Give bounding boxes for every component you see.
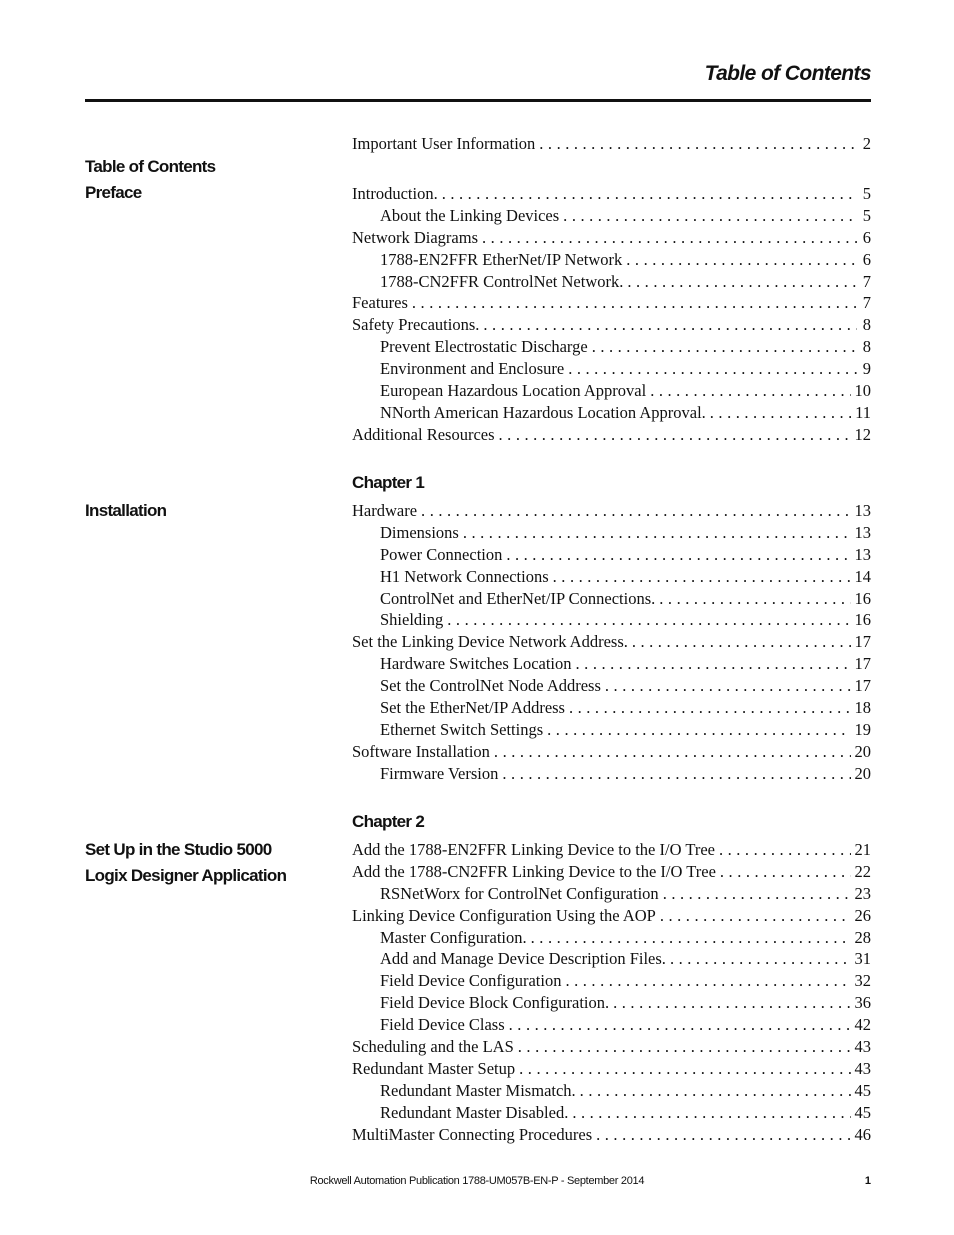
toc-dot-leader — [421, 501, 850, 521]
toc-entry[interactable] — [352, 134, 871, 156]
toc-dot-leader — [569, 698, 851, 718]
toc-entry-title: 1788-EN2FFR EtherNet/IP Network — [380, 249, 623, 269]
toc-entry-title: Introduction. — [352, 184, 438, 203]
chapter-2-heading: Chapter 2 — [352, 812, 425, 831]
toc-entry-page-number: 22 — [854, 861, 871, 881]
toc-entry-page-number: 7 — [862, 271, 871, 291]
toc-entry-page-number: 19 — [854, 719, 871, 739]
toc-entry[interactable] — [352, 315, 871, 337]
toc-dot-leader — [518, 1037, 851, 1057]
toc-dot-leader — [710, 403, 851, 423]
toc-entry[interactable] — [352, 742, 871, 764]
toc-entry-page-number: 45 — [854, 1102, 871, 1122]
toc-entry-page-number: 20 — [854, 741, 871, 761]
toc-entry[interactable] — [352, 1059, 871, 1081]
toc-entry[interactable] — [352, 764, 871, 786]
toc-entry[interactable] — [352, 884, 871, 906]
toc-entry-title: Power Connection — [380, 544, 503, 564]
toc-entry-page-number: 14 — [854, 566, 871, 586]
toc-dot-leader — [576, 654, 851, 674]
toc-entry-title: Redundant Master Disabled. — [380, 1102, 569, 1122]
toc-dot-leader — [494, 742, 851, 762]
toc-dot-leader — [565, 971, 850, 991]
header-rule — [85, 99, 871, 102]
toc-entry-page-number: 16 — [854, 610, 871, 630]
toc-entry[interactable] — [352, 425, 871, 447]
toc-entry-title: MultiMaster Connecting Procedures — [352, 1124, 593, 1144]
toc-entry-title: NNorth American Hazardous Location Approval. — [380, 402, 706, 422]
toc-entry-title: Set the ControlNet Node Address — [380, 676, 601, 696]
toc-entry-title: 1788-CN2FFR ControlNet Network. — [380, 271, 624, 291]
toc-entry-title: Add the 1788-EN2FFR Linking Device to the I/O Tree — [352, 840, 715, 859]
toc-entry[interactable] — [352, 993, 871, 1015]
toc-entry-page-number: 12 — [854, 424, 871, 444]
toc-entry-page-number: 43 — [854, 1058, 871, 1078]
toc-entry-title: Ethernet Switch Settings — [380, 719, 544, 739]
toc-entry-page-number: 20 — [854, 763, 871, 783]
toc-dot-leader — [660, 906, 851, 926]
chapter-1-heading: Chapter 1 — [352, 473, 425, 492]
toc-entry[interactable] — [352, 272, 871, 294]
toc-dot-leader — [568, 359, 857, 379]
toc-entry[interactable] — [352, 184, 871, 206]
toc-entry-page-number: 46 — [854, 1124, 871, 1144]
toc-entry-title: Environment and Enclosure — [380, 359, 565, 379]
toc-dot-leader — [572, 1103, 850, 1123]
toc-entry-page-number: 2 — [862, 134, 871, 153]
toc-entry[interactable] — [352, 545, 871, 567]
toc-dot-leader — [626, 250, 857, 270]
toc-entry[interactable] — [352, 1037, 871, 1059]
toc-entry-title: Field Device Class — [380, 1015, 505, 1035]
toc-entry[interactable] — [352, 1081, 871, 1103]
toc-entry-page-number: 6 — [862, 249, 871, 269]
toc-entry[interactable] — [352, 293, 871, 315]
toc-entry-title: Hardware — [352, 501, 418, 520]
toc-entry-page-number: 17 — [854, 654, 871, 674]
toc-entry[interactable] — [352, 632, 871, 654]
toc-entry-page-number: 13 — [854, 522, 871, 542]
toc-entry[interactable] — [352, 589, 871, 611]
toc-entry-page-number: 10 — [854, 381, 871, 401]
toc-entry-title: Prevent Electrostatic Discharge — [380, 337, 588, 357]
toc-entry-page-number: 8 — [862, 315, 871, 335]
toc-dot-leader — [506, 545, 850, 565]
toc-entry-title: Linking Device Configuration Using the AOP — [352, 905, 656, 925]
toc-entry[interactable] — [352, 1125, 871, 1147]
toc-entry-title: Additional Resources — [352, 424, 495, 444]
toc-entry-page-number: 23 — [854, 883, 871, 903]
toc-entry-title: Safety Precautions. — [352, 315, 480, 335]
toc-dot-leader — [519, 1059, 850, 1079]
toc-dot-leader — [613, 993, 850, 1013]
toc-dot-leader — [531, 928, 851, 948]
toc-dot-leader — [412, 293, 857, 313]
toc-entry-title: Redundant Master Mismatch. — [380, 1080, 576, 1100]
toc-entry-title: Software Installation — [352, 741, 490, 761]
toc-entry-page-number: 36 — [854, 993, 871, 1013]
toc-dot-leader — [650, 381, 850, 401]
section-label-toc: Table of Contents — [85, 157, 216, 176]
toc-entry[interactable] — [352, 906, 871, 928]
toc-entry[interactable] — [352, 381, 871, 403]
toc-dot-leader — [596, 1125, 850, 1145]
toc-dot-leader — [580, 1081, 851, 1101]
toc-entry-title: Scheduling and the LAS — [352, 1037, 514, 1057]
toc-entry[interactable] — [352, 928, 871, 950]
toc-entry[interactable] — [352, 610, 871, 632]
toc-entry-title: Firmware Version — [380, 763, 499, 783]
toc-entry-page-number: 5 — [862, 205, 871, 225]
toc-entry-title: Set the EtherNet/IP Address — [380, 698, 565, 718]
toc-dot-leader — [509, 1015, 851, 1035]
toc-entry-page-number: 11 — [855, 402, 871, 422]
section-label-installation: Installation — [85, 501, 167, 520]
toc-entry-title: Shielding — [380, 610, 444, 630]
toc-entry-page-number: 7 — [862, 293, 871, 313]
toc-dot-leader — [483, 315, 857, 335]
toc-entry-page-number: 13 — [854, 501, 871, 520]
toc-entry-title: ControlNet and EtherNet/IP Connections. — [380, 588, 656, 608]
toc-entry[interactable] — [352, 971, 871, 993]
toc-dot-leader — [627, 272, 857, 292]
toc-entry-page-number: 13 — [854, 544, 871, 564]
toc-entry[interactable] — [352, 501, 871, 523]
toc-entry-title: Redundant Master Setup — [352, 1058, 516, 1078]
toc-entry-page-number: 9 — [862, 359, 871, 379]
toc-entry[interactable] — [352, 523, 871, 545]
toc-entry-title: Add the 1788-CN2FFR Linking Device to the I/O Tree — [352, 861, 716, 881]
toc-entry-page-number: 31 — [854, 949, 871, 969]
toc-front-block — [352, 134, 871, 156]
toc-dot-leader — [632, 632, 851, 652]
toc-entry[interactable] — [352, 228, 871, 250]
toc-entry-title: Set the Linking Device Network Address. — [352, 632, 628, 652]
toc-entry-page-number: 17 — [854, 632, 871, 652]
toc-entry-title: Dimensions — [380, 522, 459, 542]
toc-dot-leader — [592, 337, 857, 357]
toc-dot-leader — [719, 840, 851, 860]
toc-entry-title: Hardware Switches Location — [380, 654, 572, 674]
toc-entry[interactable] — [352, 654, 871, 676]
toc-entry[interactable] — [352, 862, 871, 884]
toc-dot-leader — [482, 228, 857, 248]
footer-page-number: 1 — [864, 1175, 871, 1187]
toc-entry[interactable] — [352, 403, 871, 425]
toc-entry-page-number: 32 — [854, 971, 871, 991]
section-label-studio-5000-line-2: Logix Designer Application — [85, 866, 287, 885]
toc-entry-title: Features — [352, 293, 408, 313]
toc-entry[interactable] — [352, 567, 871, 589]
toc-entry-title: European Hazardous Location Approval — [380, 381, 647, 401]
toc-entry-page-number: 5 — [862, 184, 871, 203]
toc-entry-title: Add and Manage Device Description Files. — [380, 949, 666, 969]
toc-dot-leader — [563, 206, 857, 226]
toc-entry-title: Network Diagrams — [352, 227, 479, 247]
toc-entry-title: Master Configuration. — [380, 927, 527, 947]
toc-entry[interactable] — [352, 840, 871, 862]
toc-dot-leader — [539, 134, 857, 154]
toc-entry-page-number: 18 — [854, 698, 871, 718]
toc-entry-page-number: 26 — [854, 905, 871, 925]
toc-entry-title: RSNetWorx for ControlNet Configuration — [380, 883, 659, 903]
toc-entry-title: About the Linking Devices — [380, 205, 560, 225]
toc-entry-page-number: 28 — [854, 927, 871, 947]
toc-entry-title: Important User Information — [352, 134, 536, 153]
toc-entry[interactable] — [352, 949, 871, 971]
toc-dot-leader — [553, 567, 851, 587]
toc-chapter-1-block — [352, 501, 871, 786]
toc-entry[interactable] — [352, 676, 871, 698]
toc-entry-page-number: 43 — [854, 1037, 871, 1057]
toc-dot-leader — [720, 862, 851, 882]
toc-entry[interactable] — [352, 698, 871, 720]
toc-entry-page-number: 45 — [854, 1080, 871, 1100]
toc-entry[interactable] — [352, 250, 871, 272]
page-title: Table of Contents — [704, 62, 871, 85]
toc-dot-leader — [659, 589, 850, 609]
toc-entry[interactable] — [352, 359, 871, 381]
toc-entry-title: Field Device Configuration — [380, 971, 562, 991]
toc-entry-page-number: 42 — [854, 1015, 871, 1035]
toc-dot-leader — [547, 720, 850, 740]
toc-entry-page-number: 21 — [854, 840, 871, 859]
toc-dot-leader — [502, 764, 850, 784]
section-label-studio-5000-line-1: Set Up in the Studio 5000 — [85, 840, 272, 859]
toc-entry[interactable] — [352, 337, 871, 359]
toc-entry[interactable] — [352, 1103, 871, 1125]
toc-entry-page-number: 8 — [862, 337, 871, 357]
toc-entry[interactable] — [352, 1015, 871, 1037]
toc-entry-page-number: 16 — [854, 588, 871, 608]
toc-entry[interactable] — [352, 206, 871, 228]
toc-dot-leader — [463, 523, 851, 543]
footer-publication: Rockwell Automation Publication 1788-UM057B-EN-P - September 2014 — [309, 1175, 645, 1187]
toc-dot-leader — [499, 425, 851, 445]
toc-preface-block — [352, 184, 871, 447]
toc-entry-page-number: 6 — [862, 227, 871, 247]
section-label-preface: Preface — [85, 183, 142, 202]
toc-dot-leader — [670, 949, 851, 969]
toc-dot-leader — [442, 184, 857, 204]
toc-dot-leader — [605, 676, 851, 696]
toc-entry[interactable] — [352, 720, 871, 742]
toc-entry-title: H1 Network Connections — [380, 566, 549, 586]
toc-entry-page-number: 17 — [854, 676, 871, 696]
toc-dot-leader — [663, 884, 851, 904]
toc-dot-leader — [447, 610, 850, 630]
toc-entry-title: Field Device Block Configuration. — [380, 993, 610, 1013]
toc-chapter-2-block — [352, 840, 871, 1146]
